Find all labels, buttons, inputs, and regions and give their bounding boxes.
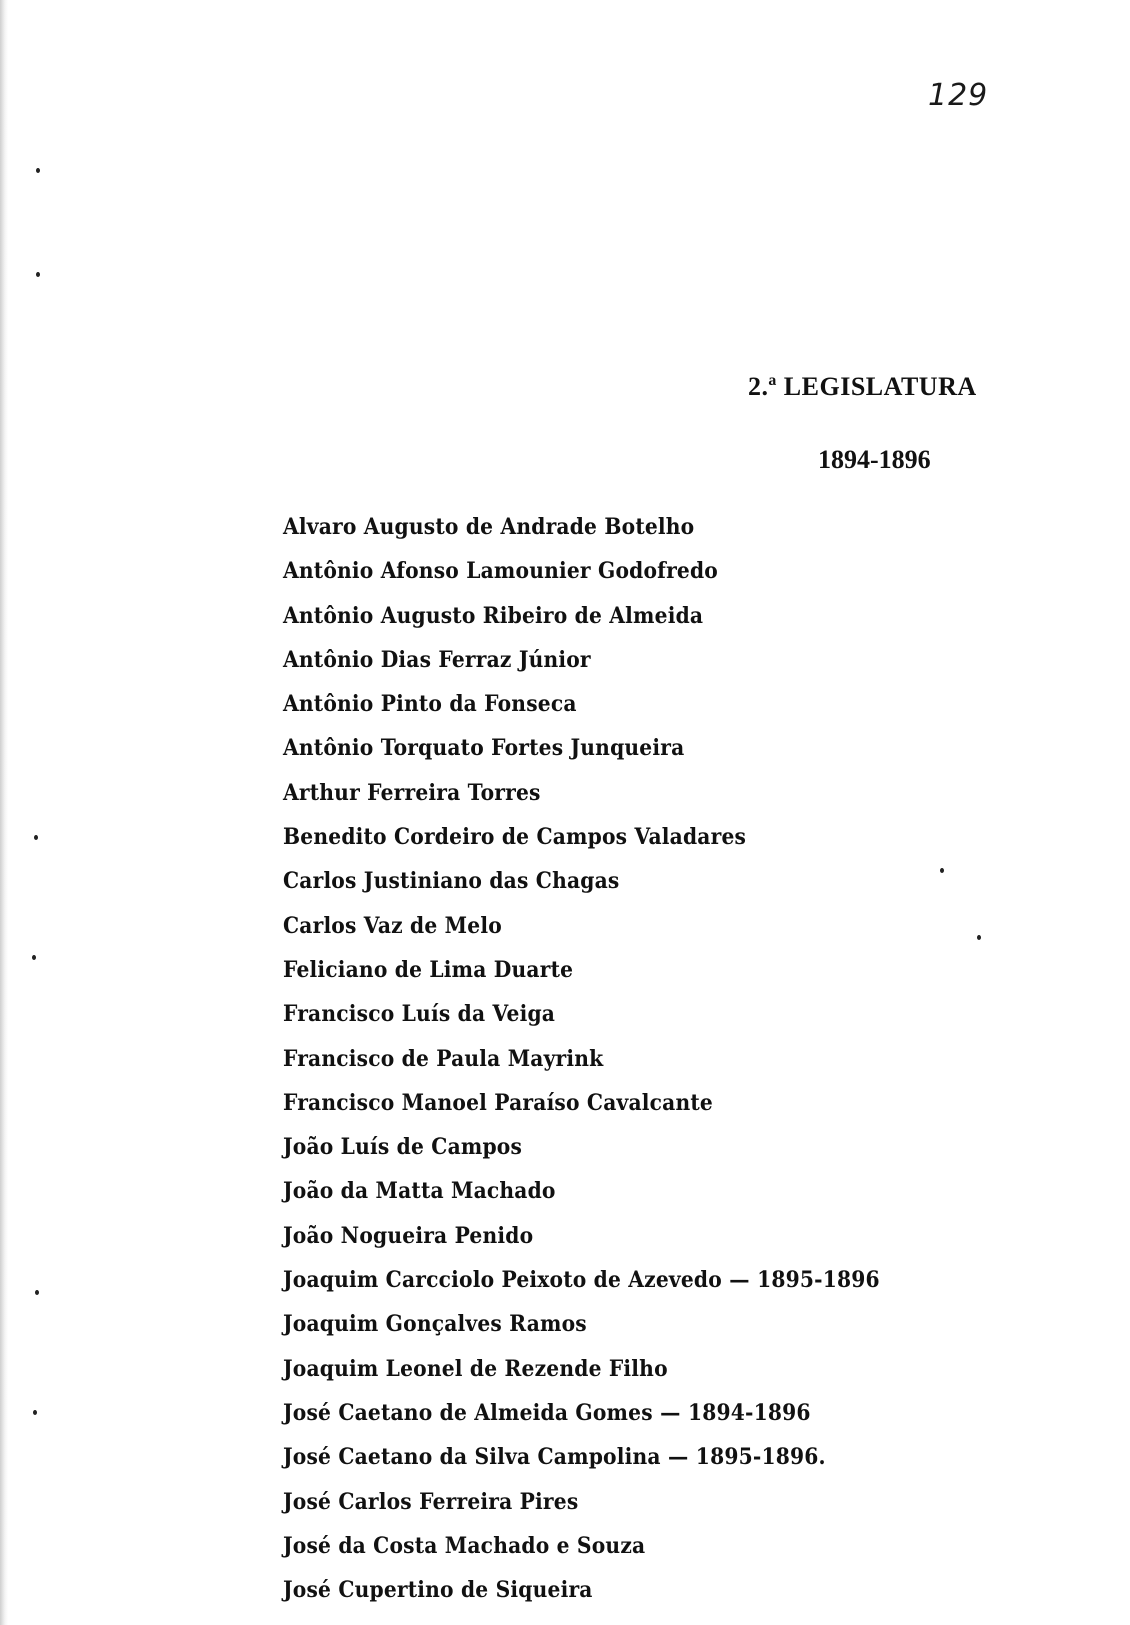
member-entry	[283, 909, 880, 953]
member-entry	[283, 1130, 880, 1174]
member-name: Francisco Manoel Paraíso Cavalcante	[283, 1089, 713, 1116]
member-name: Joaquim Gonçalves Ramos	[283, 1311, 587, 1338]
term-dash: —	[668, 1444, 689, 1471]
scan-speck	[940, 868, 944, 873]
member-entry	[283, 1529, 880, 1573]
term-dash: —	[660, 1399, 681, 1426]
scan-speck	[32, 955, 36, 960]
member-list	[283, 510, 932, 1617]
member-entry	[283, 1396, 880, 1440]
member-entry	[283, 1042, 880, 1086]
member-entry	[283, 599, 880, 643]
member-name: Francisco Luís da Veiga	[283, 1001, 556, 1028]
member-entry	[283, 997, 880, 1041]
scan-speck	[33, 1410, 37, 1415]
member-name: José Caetano de Almeida Gomes	[283, 1399, 653, 1426]
member-term: 1895-1896	[757, 1267, 880, 1294]
scan-speck	[977, 935, 981, 940]
member-name: Joaquim Carcciolo Peixoto de Azevedo	[283, 1267, 722, 1294]
member-entry	[283, 864, 880, 908]
member-name: Antônio Afonso Lamounier Godofredo	[283, 558, 719, 585]
member-name: José Carlos Ferreira Pires	[283, 1488, 579, 1515]
member-entry	[283, 776, 880, 820]
member-name: Alvaro Augusto de Andrade Botelho	[283, 514, 695, 540]
legislature-years: 1894-1896	[818, 445, 931, 474]
member-entry	[283, 1352, 880, 1396]
member-entry	[283, 1307, 880, 1351]
member-name: Carlos Justiniano das Chagas	[283, 868, 620, 895]
member-term: 1895-1896.	[695, 1444, 826, 1471]
member-entry	[283, 1219, 880, 1263]
member-name: Antônio Augusto Ribeiro de Almeida	[283, 602, 704, 629]
member-name: Benedito Cordeiro de Campos Valadares	[283, 824, 747, 851]
member-entry	[283, 1263, 880, 1307]
member-name: Carlos Vaz de Melo	[283, 912, 502, 939]
term-dash: —	[729, 1267, 750, 1294]
member-name: José Cupertino de Siqueira	[283, 1577, 593, 1604]
scan-speck	[34, 835, 38, 840]
member-entry	[283, 820, 880, 864]
member-name: Arthur Ferreira Torres	[283, 779, 541, 806]
legislature-heading: 2.ª LEGISLATURA	[748, 372, 977, 401]
scan-edge	[0, 0, 8, 1625]
member-name: João da Matta Machado	[283, 1178, 556, 1205]
member-name: Feliciano de Lima Duarte	[283, 956, 574, 983]
member-name: Antônio Pinto da Fonseca	[283, 691, 577, 718]
member-term: 1894-1896	[687, 1399, 811, 1426]
member-name: João Nogueira Penido	[283, 1222, 534, 1249]
member-entry	[283, 1573, 880, 1617]
scan-speck	[36, 272, 40, 277]
page-number: 129	[928, 78, 989, 113]
member-entry	[283, 731, 880, 775]
member-name: José Caetano da Silva Campolina	[283, 1444, 661, 1471]
member-name: Joaquim Leonel de Rezende Filho	[283, 1355, 668, 1382]
member-entry	[283, 1485, 880, 1529]
scan-speck	[35, 1290, 39, 1295]
member-entry	[283, 953, 880, 997]
member-name: José da Costa Machado e Souza	[283, 1532, 646, 1559]
member-entry	[283, 1440, 880, 1484]
member-entry	[283, 643, 880, 687]
member-name: Antônio Dias Ferraz Júnior	[283, 646, 591, 673]
member-entry	[283, 1086, 880, 1130]
member-name: João Luís de Campos	[283, 1134, 523, 1161]
member-entry	[283, 687, 880, 731]
member-entry	[283, 1174, 880, 1218]
member-name: Francisco de Paula Mayrink	[283, 1045, 604, 1072]
member-entry	[283, 554, 880, 598]
member-name: Antônio Torquato Fortes Junqueira	[283, 735, 685, 762]
member-entry	[283, 510, 880, 554]
scan-speck	[36, 168, 40, 173]
